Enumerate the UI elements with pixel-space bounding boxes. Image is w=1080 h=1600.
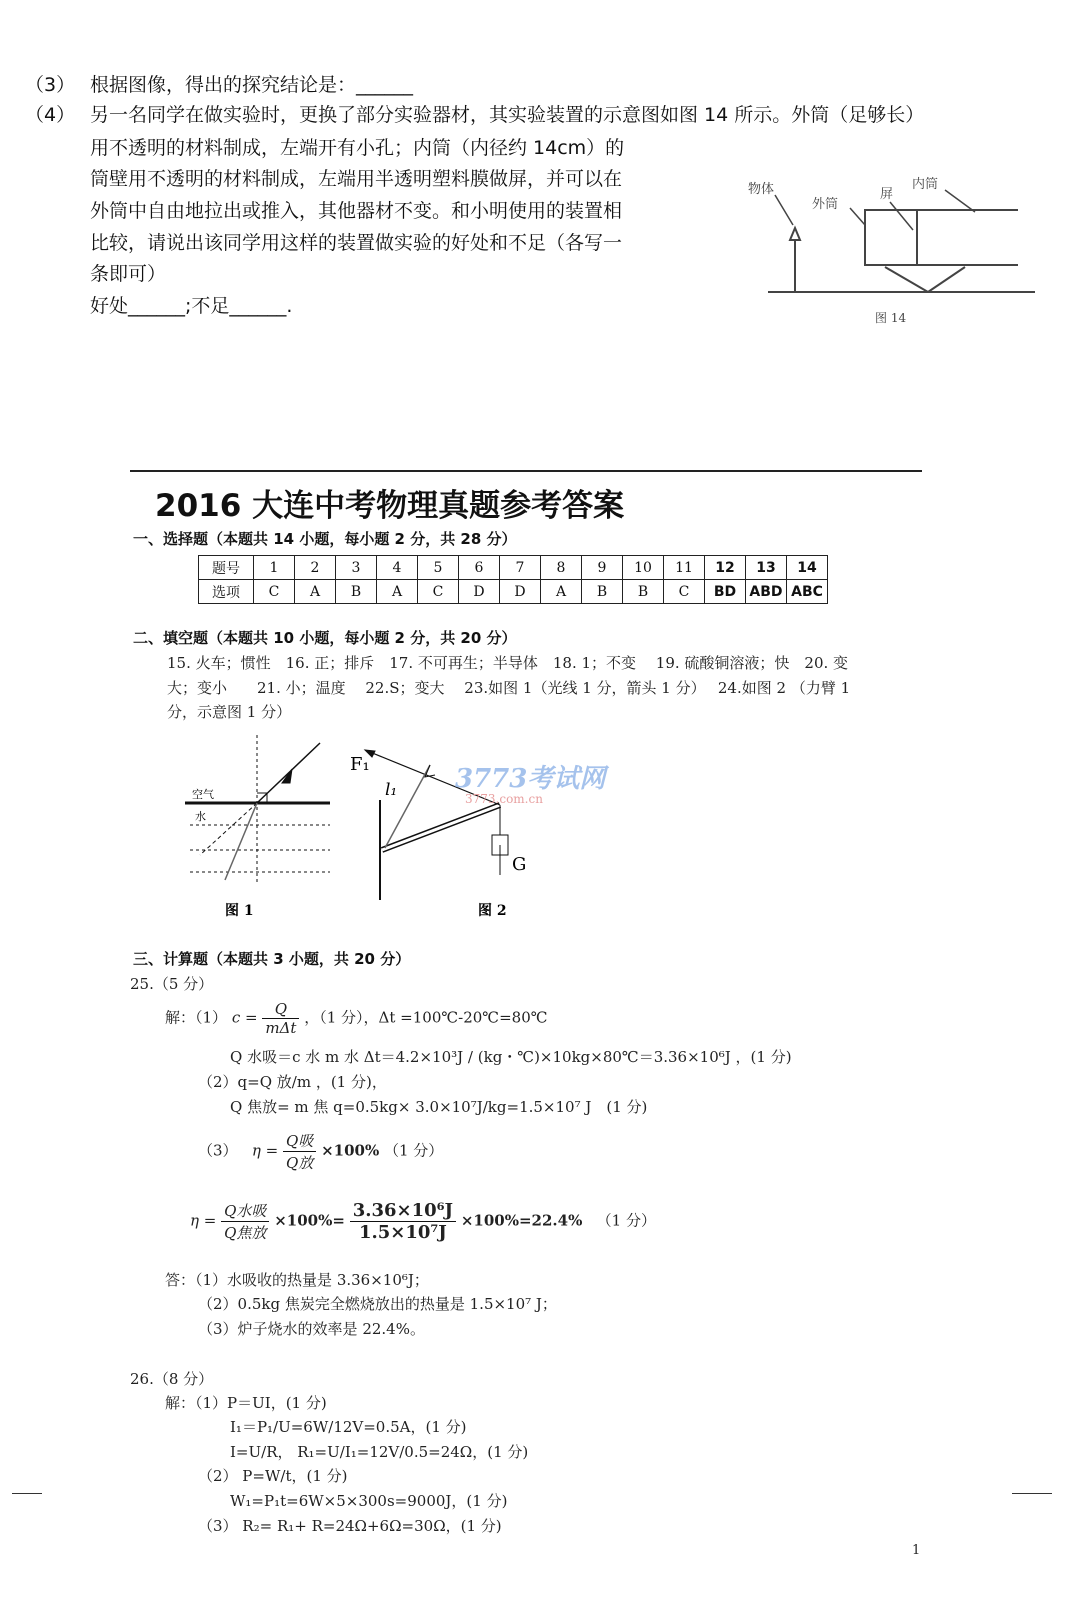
text: η =: [251, 1141, 279, 1160]
answer-table: [198, 555, 828, 604]
table-cell-choice: ABD: [746, 580, 787, 604]
text: （1 分）: [383, 1141, 444, 1160]
text: ×100%: [321, 1141, 380, 1160]
numerator: Q吸: [283, 1130, 316, 1152]
table-cell-choice: A: [295, 580, 336, 604]
q4-line: 好处______;不足______.: [90, 295, 293, 317]
fraction: [221, 1200, 269, 1243]
text: （3）: [198, 1141, 238, 1160]
section-1-heading: 一、选择题（本题共 14 小题，每小题 2 分，共 28 分）: [133, 530, 517, 548]
margin-mark: [12, 1493, 42, 1494]
table-cell-choice: C: [664, 580, 705, 604]
q3-text: 根据图像，得出的探究结论是：______: [90, 74, 414, 96]
label-air: 空气: [192, 788, 214, 801]
q25-heading: 25.（5 分）: [130, 975, 214, 993]
watermark-logo: 3773考试网: [455, 764, 606, 794]
fill-answer-line: 15. 火车；惯性 16. 正；排斥 17. 不可再生；半导体 18. 1；不变 19. 硫酸铜溶液；快 20. 变: [167, 654, 849, 672]
table-cell-number: 12: [705, 556, 746, 580]
label-weight: G: [512, 854, 527, 875]
text: c =: [231, 1008, 258, 1027]
table-cell-number: 3: [336, 556, 377, 580]
table-cell-number: 6: [459, 556, 500, 580]
q25-efficiency: [190, 1200, 656, 1243]
q4-number: （4）: [25, 104, 76, 126]
figure-caption: 图 2: [478, 903, 507, 919]
denominator: Q放: [285, 1154, 314, 1172]
table-cell-choice: B: [582, 580, 623, 604]
watermark-url: 3773.com.cn: [465, 792, 543, 806]
text: 解：（1）: [165, 1008, 228, 1027]
table-cell-number: 8: [541, 556, 582, 580]
table-header: 题号: [199, 556, 254, 580]
table-cell-number: 9: [582, 556, 623, 580]
page-number: 1: [912, 1543, 921, 1558]
calc-line: Q 水吸＝c 水 m 水 Δt＝4.2×10³J / (kg・℃)×10kg×80℃＝3.36×10⁶J ，(1 分): [230, 1048, 792, 1066]
calc-line: Q 焦放= m 焦 q=0.5kg× 3.0×10⁷J/kg=1.5×10⁷ J (1 分): [230, 1098, 648, 1116]
q4-line: 用不透明的材料制成，左端开有小孔；内筒（内径约 14cm）的: [90, 137, 625, 159]
table-cell-number: 14: [787, 556, 828, 580]
label-inner-tube: 内筒: [912, 177, 939, 192]
answer-line: （2）0.5kg 焦炭完全燃烧放出的热量是 1.5×10⁷ J；: [198, 1295, 557, 1313]
figure-14: [700, 130, 1040, 340]
label-force: F₁: [350, 754, 370, 775]
table-cell-number: 11: [664, 556, 705, 580]
denominator: 1.5×10⁷J: [358, 1222, 447, 1243]
calc-line: W₁=P₁t=6W×5×300s=9000J，(1 分): [230, 1492, 508, 1510]
q26-heading: 26.（8 分）: [130, 1370, 214, 1388]
calc-line: I₁＝P₁/U=6W/12V=0.5A，(1 分): [230, 1418, 467, 1436]
table-cell-number: 13: [746, 556, 787, 580]
text: ×100%=22.4%: [460, 1211, 583, 1230]
table-cell-number: 1: [254, 556, 295, 580]
divider: [130, 470, 922, 472]
fraction: [283, 1130, 316, 1173]
answer-line: （3）炉子烧水的效率是 22.4%。: [198, 1320, 425, 1338]
page-title: 2016 大连中考物理真题参考答案: [155, 488, 625, 524]
text: η =: [190, 1211, 217, 1230]
table-cell-choice: A: [541, 580, 582, 604]
figure-2-lever: [345, 735, 625, 925]
figure-caption: 图 14: [875, 311, 907, 325]
table-cell-number: 7: [500, 556, 541, 580]
q4-line: 外筒中自由地拉出或推入，其他器材不变。和小明使用的装置相: [90, 200, 623, 222]
label-object: 物体: [748, 182, 775, 197]
numerator: 3.36×10⁶J: [350, 1200, 456, 1222]
table-cell-number: 2: [295, 556, 336, 580]
calc-line: （2）q=Q 放/m ，(1 分)，: [198, 1073, 387, 1091]
table-row: [199, 556, 828, 580]
table-cell-choice: B: [336, 580, 377, 604]
figure-1-refraction: [180, 735, 350, 925]
q4-line: 条即可）: [90, 263, 167, 285]
q4-line: 比较，请说出该同学用这样的装置做实验的好处和不足（各写一: [90, 232, 623, 254]
numerator: Q水吸: [221, 1200, 269, 1222]
label-arm: l₁: [385, 780, 398, 800]
table-cell-choice: D: [500, 580, 541, 604]
q25-step1: [165, 1000, 548, 1037]
label-outer-tube: 外筒: [812, 197, 839, 212]
table-cell-choice: B: [623, 580, 664, 604]
text: （1 分）: [596, 1211, 656, 1230]
table-cell-number: 5: [418, 556, 459, 580]
calc-line: I=U/R， R₁=U/I₁=12V/0.5=24Ω，(1 分): [230, 1443, 529, 1461]
table-cell-number: 4: [377, 556, 418, 580]
text: ，（1 分），Δt =100℃-20℃=80℃: [304, 1008, 548, 1027]
figure-caption: 图 1: [225, 903, 254, 919]
denominator: Q焦放: [224, 1224, 267, 1242]
table-header: 选项: [199, 580, 254, 604]
label-water: 水: [195, 810, 206, 823]
margin-mark: [1012, 1493, 1052, 1494]
denominator: mΔt: [265, 1019, 297, 1037]
numerator: Q: [262, 1000, 299, 1019]
fill-answer-line: 分，示意图 1 分）: [167, 703, 292, 721]
fraction: [350, 1200, 456, 1243]
calc-line: （2） P=W/t，(1 分): [198, 1467, 348, 1485]
calc-line: （3） R₂= R₁+ R=24Ω+6Ω=30Ω，(1 分): [198, 1517, 502, 1535]
table-cell-choice: BD: [705, 580, 746, 604]
q4-line: 另一名同学在做实验时，更换了部分实验器材，其实验装置的示意图如图 14 所示。外筒（足够长）: [90, 104, 925, 126]
table-row: [199, 580, 828, 604]
q4-line: 筒壁用不透明的材料制成，左端用半透明塑料膜做屏，并可以在: [90, 168, 623, 190]
table-cell-number: 10: [623, 556, 664, 580]
answer-line: 答：（1）水吸收的热量是 3.36×10⁶J；: [165, 1271, 429, 1289]
table-cell-choice: C: [418, 580, 459, 604]
text: ×100%=: [274, 1211, 345, 1230]
fraction: [262, 1000, 299, 1037]
table-cell-choice: D: [459, 580, 500, 604]
section-3-heading: 三、计算题（本题共 3 小题，共 20 分）: [133, 950, 411, 968]
q3-number: （3）: [25, 74, 76, 96]
table-cell-choice: ABC: [787, 580, 828, 604]
calc-line: 解：（1）P＝UI，(1 分): [165, 1394, 327, 1412]
table-cell-choice: C: [254, 580, 295, 604]
q25-step3: [198, 1130, 443, 1173]
section-2-heading: 二、填空题（本题共 10 小题，每小题 2 分，共 20 分）: [133, 629, 517, 647]
table-cell-choice: A: [377, 580, 418, 604]
fill-answer-line: 大；变小 21. 小；温度 22.S；变大 23.如图 1（光线 1 分，箭头 1 分） 24.如图 2 （力臂 1: [167, 679, 851, 697]
label-screen: 屏: [880, 187, 894, 202]
